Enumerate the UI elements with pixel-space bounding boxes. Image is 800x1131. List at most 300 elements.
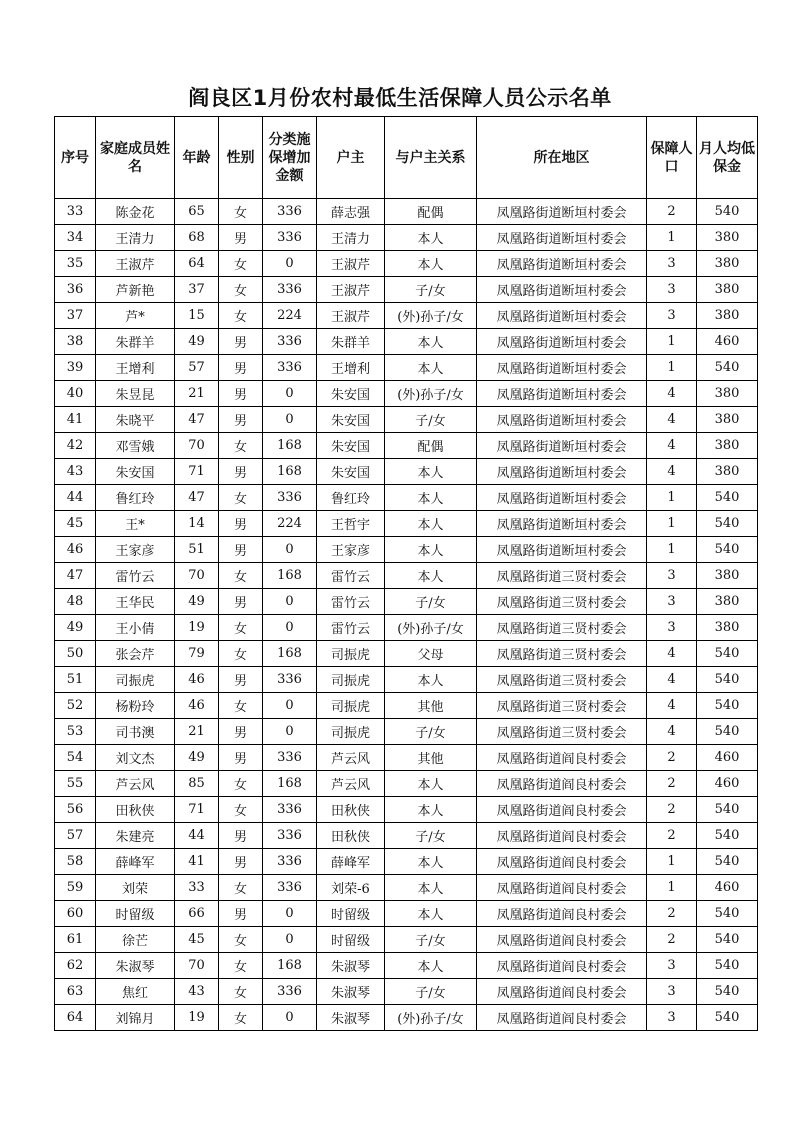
- cell-member-name: 王小倩: [96, 615, 175, 641]
- cell-gender: 男: [219, 589, 263, 615]
- cell-region: 凤凰路街道断垣村委会: [477, 277, 647, 303]
- cell-extra-amount: 0: [263, 381, 317, 407]
- cell-age: 45: [175, 927, 219, 953]
- cell-covered-persons: 1: [647, 537, 697, 563]
- header-householder: 户主: [317, 117, 385, 199]
- table-row: [55, 381, 758, 407]
- cell-gender: 女: [219, 953, 263, 979]
- cell-relation: 本人: [385, 849, 477, 875]
- cell-age: 66: [175, 901, 219, 927]
- cell-member-name: 雷竹云: [96, 563, 175, 589]
- cell-region: 凤凰路街道断垣村委会: [477, 537, 647, 563]
- cell-relation: 配偶: [385, 433, 477, 459]
- cell-gender: 男: [219, 537, 263, 563]
- cell-covered-persons: 2: [647, 771, 697, 797]
- cell-index: 50: [55, 641, 96, 667]
- cell-index: 64: [55, 1005, 96, 1031]
- cell-householder: 朱安国: [317, 459, 385, 485]
- cell-relation: 本人: [385, 485, 477, 511]
- header-monthly-allowance: 月人均低保金: [697, 117, 758, 199]
- cell-covered-persons: 2: [647, 797, 697, 823]
- cell-gender: 女: [219, 615, 263, 641]
- cell-covered-persons: 2: [647, 199, 697, 225]
- cell-index: 42: [55, 433, 96, 459]
- cell-extra-amount: 0: [263, 1005, 317, 1031]
- cell-monthly-allowance: 540: [697, 797, 758, 823]
- cell-member-name: 杨粉玲: [96, 693, 175, 719]
- cell-householder: 刘荣-6: [317, 875, 385, 901]
- cell-gender: 女: [219, 771, 263, 797]
- cell-gender: 男: [219, 511, 263, 537]
- table-row: [55, 511, 758, 537]
- cell-relation: 本人: [385, 875, 477, 901]
- cell-householder: 朱淑琴: [317, 953, 385, 979]
- cell-covered-persons: 3: [647, 589, 697, 615]
- cell-monthly-allowance: 380: [697, 277, 758, 303]
- cell-relation: 其他: [385, 693, 477, 719]
- cell-covered-persons: 4: [647, 459, 697, 485]
- cell-monthly-allowance: 380: [697, 251, 758, 277]
- cell-age: 65: [175, 199, 219, 225]
- cell-monthly-allowance: 380: [697, 589, 758, 615]
- cell-householder: 王淑芹: [317, 251, 385, 277]
- cell-member-name: 陈金花: [96, 199, 175, 225]
- cell-householder: 司振虎: [317, 693, 385, 719]
- cell-region: 凤凰路街道阎良村委会: [477, 953, 647, 979]
- cell-region: 凤凰路街道断垣村委会: [477, 329, 647, 355]
- cell-householder: 鲁红玲: [317, 485, 385, 511]
- cell-member-name: 王清力: [96, 225, 175, 251]
- cell-member-name: 邓雪娥: [96, 433, 175, 459]
- cell-covered-persons: 3: [647, 277, 697, 303]
- cell-member-name: 芦*: [96, 303, 175, 329]
- cell-member-name: 司振虎: [96, 667, 175, 693]
- cell-gender: 男: [219, 849, 263, 875]
- cell-region: 凤凰路街道阎良村委会: [477, 875, 647, 901]
- table-row: [55, 1005, 758, 1031]
- table-row: [55, 693, 758, 719]
- cell-covered-persons: 3: [647, 615, 697, 641]
- cell-extra-amount: 0: [263, 927, 317, 953]
- cell-region: 凤凰路街道断垣村委会: [477, 433, 647, 459]
- cell-gender: 男: [219, 667, 263, 693]
- cell-index: 43: [55, 459, 96, 485]
- table-row: [55, 485, 758, 511]
- cell-member-name: 司书澳: [96, 719, 175, 745]
- cell-relation: (外)孙子/女: [385, 1005, 477, 1031]
- cell-gender: 女: [219, 251, 263, 277]
- cell-region: 凤凰路街道断垣村委会: [477, 199, 647, 225]
- cell-index: 48: [55, 589, 96, 615]
- cell-member-name: 芦新艳: [96, 277, 175, 303]
- cell-extra-amount: 224: [263, 303, 317, 329]
- cell-extra-amount: 336: [263, 797, 317, 823]
- cell-region: 凤凰路街道断垣村委会: [477, 407, 647, 433]
- cell-age: 79: [175, 641, 219, 667]
- cell-covered-persons: 1: [647, 849, 697, 875]
- cell-gender: 男: [219, 719, 263, 745]
- cell-monthly-allowance: 380: [697, 381, 758, 407]
- table-row: [55, 355, 758, 381]
- cell-covered-persons: 3: [647, 979, 697, 1005]
- cell-age: 41: [175, 849, 219, 875]
- cell-monthly-allowance: 380: [697, 615, 758, 641]
- cell-age: 49: [175, 329, 219, 355]
- cell-monthly-allowance: 540: [697, 823, 758, 849]
- cell-householder: 王家彦: [317, 537, 385, 563]
- cell-covered-persons: 1: [647, 511, 697, 537]
- cell-extra-amount: 168: [263, 433, 317, 459]
- cell-age: 21: [175, 719, 219, 745]
- cell-index: 39: [55, 355, 96, 381]
- cell-covered-persons: 2: [647, 745, 697, 771]
- cell-householder: 朱安国: [317, 381, 385, 407]
- cell-monthly-allowance: 540: [697, 901, 758, 927]
- cell-relation: 其他: [385, 745, 477, 771]
- cell-covered-persons: 1: [647, 875, 697, 901]
- table-row: [55, 927, 758, 953]
- cell-region: 凤凰路街道阎良村委会: [477, 1005, 647, 1031]
- cell-relation: 本人: [385, 563, 477, 589]
- cell-covered-persons: 4: [647, 667, 697, 693]
- cell-member-name: 朱晓平: [96, 407, 175, 433]
- cell-age: 21: [175, 381, 219, 407]
- cell-monthly-allowance: 540: [697, 511, 758, 537]
- cell-extra-amount: 0: [263, 693, 317, 719]
- cell-monthly-allowance: 540: [697, 849, 758, 875]
- cell-age: 70: [175, 433, 219, 459]
- cell-region: 凤凰路街道阎良村委会: [477, 901, 647, 927]
- cell-householder: 时留级: [317, 901, 385, 927]
- cell-covered-persons: 1: [647, 485, 697, 511]
- cell-index: 37: [55, 303, 96, 329]
- cell-member-name: 时留级: [96, 901, 175, 927]
- cell-covered-persons: 3: [647, 251, 697, 277]
- cell-age: 49: [175, 589, 219, 615]
- cell-member-name: 刘锦月: [96, 1005, 175, 1031]
- cell-householder: 王淑芹: [317, 303, 385, 329]
- cell-age: 51: [175, 537, 219, 563]
- cell-householder: 雷竹云: [317, 615, 385, 641]
- table-row: [55, 199, 758, 225]
- cell-relation: 子/女: [385, 823, 477, 849]
- table-row: [55, 433, 758, 459]
- header-gender: 性别: [219, 117, 263, 199]
- table-row: [55, 719, 758, 745]
- cell-age: 71: [175, 797, 219, 823]
- cell-extra-amount: 336: [263, 277, 317, 303]
- cell-monthly-allowance: 380: [697, 303, 758, 329]
- cell-covered-persons: 2: [647, 927, 697, 953]
- cell-region: 凤凰路街道三贤村委会: [477, 589, 647, 615]
- cell-extra-amount: 336: [263, 875, 317, 901]
- cell-relation: 子/女: [385, 979, 477, 1005]
- cell-age: 49: [175, 745, 219, 771]
- cell-covered-persons: 4: [647, 407, 697, 433]
- cell-region: 凤凰路街道三贤村委会: [477, 563, 647, 589]
- cell-monthly-allowance: 540: [697, 953, 758, 979]
- header-age: 年龄: [175, 117, 219, 199]
- cell-relation: 本人: [385, 329, 477, 355]
- cell-householder: 朱淑琴: [317, 979, 385, 1005]
- table-row: [55, 563, 758, 589]
- cell-extra-amount: 168: [263, 771, 317, 797]
- table-row: [55, 589, 758, 615]
- cell-householder: 朱安国: [317, 407, 385, 433]
- cell-region: 凤凰路街道三贤村委会: [477, 719, 647, 745]
- table-body: [55, 199, 758, 1031]
- cell-member-name: 焦红: [96, 979, 175, 1005]
- cell-gender: 男: [219, 329, 263, 355]
- cell-monthly-allowance: 540: [697, 641, 758, 667]
- cell-gender: 女: [219, 979, 263, 1005]
- header-region: 所在地区: [477, 117, 647, 199]
- cell-householder: 薛峰军: [317, 849, 385, 875]
- cell-covered-persons: 4: [647, 719, 697, 745]
- cell-gender: 男: [219, 225, 263, 251]
- cell-extra-amount: 0: [263, 719, 317, 745]
- cell-member-name: 朱淑琴: [96, 953, 175, 979]
- cell-member-name: 刘荣: [96, 875, 175, 901]
- cell-extra-amount: 0: [263, 537, 317, 563]
- cell-gender: 女: [219, 303, 263, 329]
- cell-covered-persons: 3: [647, 303, 697, 329]
- cell-member-name: 王华民: [96, 589, 175, 615]
- table-row: [55, 745, 758, 771]
- cell-age: 43: [175, 979, 219, 1005]
- cell-relation: 本人: [385, 251, 477, 277]
- cell-index: 38: [55, 329, 96, 355]
- cell-relation: 本人: [385, 953, 477, 979]
- cell-gender: 女: [219, 277, 263, 303]
- cell-monthly-allowance: 540: [697, 199, 758, 225]
- cell-index: 40: [55, 381, 96, 407]
- cell-monthly-allowance: 540: [697, 1005, 758, 1031]
- cell-age: 47: [175, 485, 219, 511]
- cell-monthly-allowance: 380: [697, 433, 758, 459]
- cell-monthly-allowance: 380: [697, 407, 758, 433]
- cell-index: 33: [55, 199, 96, 225]
- cell-householder: 芦云风: [317, 771, 385, 797]
- cell-member-name: 王增利: [96, 355, 175, 381]
- cell-region: 凤凰路街道断垣村委会: [477, 225, 647, 251]
- cell-gender: 男: [219, 407, 263, 433]
- cell-region: 凤凰路街道三贤村委会: [477, 615, 647, 641]
- header-index: 序号: [55, 117, 96, 199]
- page-title: 阎良区1月份农村最低生活保障人员公示名单: [188, 86, 612, 110]
- cell-age: 15: [175, 303, 219, 329]
- cell-member-name: 田秋侠: [96, 797, 175, 823]
- cell-relation: 本人: [385, 667, 477, 693]
- table-row: [55, 771, 758, 797]
- cell-relation: 本人: [385, 797, 477, 823]
- cell-relation: 本人: [385, 225, 477, 251]
- header-extra-amount: 分类施保增加金额: [263, 117, 317, 199]
- cell-age: 33: [175, 875, 219, 901]
- cell-relation: 本人: [385, 459, 477, 485]
- cell-extra-amount: 168: [263, 459, 317, 485]
- header-relation: 与户主关系: [385, 117, 477, 199]
- cell-covered-persons: 1: [647, 329, 697, 355]
- cell-index: 63: [55, 979, 96, 1005]
- cell-gender: 女: [219, 927, 263, 953]
- cell-member-name: 张会芹: [96, 641, 175, 667]
- cell-gender: 女: [219, 563, 263, 589]
- cell-relation: (外)孙子/女: [385, 303, 477, 329]
- cell-householder: 司振虎: [317, 667, 385, 693]
- cell-member-name: 王淑芹: [96, 251, 175, 277]
- cell-region: 凤凰路街道阎良村委会: [477, 927, 647, 953]
- cell-extra-amount: 336: [263, 199, 317, 225]
- cell-region: 凤凰路街道断垣村委会: [477, 251, 647, 277]
- cell-extra-amount: 168: [263, 953, 317, 979]
- table-row: [55, 667, 758, 693]
- cell-extra-amount: 336: [263, 329, 317, 355]
- cell-gender: 女: [219, 433, 263, 459]
- table-row: [55, 979, 758, 1005]
- cell-covered-persons: 3: [647, 563, 697, 589]
- cell-index: 45: [55, 511, 96, 537]
- cell-relation: 本人: [385, 511, 477, 537]
- cell-covered-persons: 1: [647, 225, 697, 251]
- cell-monthly-allowance: 540: [697, 693, 758, 719]
- cell-monthly-allowance: 460: [697, 745, 758, 771]
- cell-age: 46: [175, 667, 219, 693]
- table-row: [55, 849, 758, 875]
- cell-member-name: 朱群羊: [96, 329, 175, 355]
- cell-gender: 女: [219, 1005, 263, 1031]
- cell-monthly-allowance: 540: [697, 979, 758, 1005]
- cell-index: 61: [55, 927, 96, 953]
- table-row: [55, 407, 758, 433]
- cell-extra-amount: 0: [263, 251, 317, 277]
- cell-relation: 本人: [385, 355, 477, 381]
- cell-relation: 父母: [385, 641, 477, 667]
- cell-covered-persons: 2: [647, 901, 697, 927]
- cell-index: 58: [55, 849, 96, 875]
- table-row: [55, 901, 758, 927]
- cell-householder: 田秋侠: [317, 823, 385, 849]
- cell-index: 34: [55, 225, 96, 251]
- cell-region: 凤凰路街道阎良村委会: [477, 797, 647, 823]
- cell-householder: 时留级: [317, 927, 385, 953]
- cell-extra-amount: 0: [263, 901, 317, 927]
- cell-extra-amount: 336: [263, 849, 317, 875]
- cell-member-name: 薛峰军: [96, 849, 175, 875]
- table-row: [55, 303, 758, 329]
- cell-covered-persons: 4: [647, 693, 697, 719]
- cell-extra-amount: 336: [263, 355, 317, 381]
- cell-member-name: 徐芒: [96, 927, 175, 953]
- cell-covered-persons: 4: [647, 641, 697, 667]
- cell-age: 68: [175, 225, 219, 251]
- table-row: [55, 251, 758, 277]
- cell-extra-amount: 336: [263, 979, 317, 1005]
- cell-member-name: 芦云风: [96, 771, 175, 797]
- cell-relation: 子/女: [385, 589, 477, 615]
- table-row: [55, 277, 758, 303]
- cell-householder: 王清力: [317, 225, 385, 251]
- cell-covered-persons: 3: [647, 1005, 697, 1031]
- cell-age: 47: [175, 407, 219, 433]
- cell-region: 凤凰路街道断垣村委会: [477, 459, 647, 485]
- table-row: [55, 615, 758, 641]
- cell-householder: 雷竹云: [317, 589, 385, 615]
- cell-monthly-allowance: 460: [697, 771, 758, 797]
- cell-index: 59: [55, 875, 96, 901]
- cell-region: 凤凰路街道三贤村委会: [477, 667, 647, 693]
- cell-age: 19: [175, 615, 219, 641]
- cell-relation: 子/女: [385, 407, 477, 433]
- cell-monthly-allowance: 540: [697, 927, 758, 953]
- cell-index: 60: [55, 901, 96, 927]
- cell-member-name: 朱建亮: [96, 823, 175, 849]
- cell-householder: 朱淑琴: [317, 1005, 385, 1031]
- cell-member-name: 朱昱昆: [96, 381, 175, 407]
- cell-relation: (外)孙子/女: [385, 615, 477, 641]
- cell-region: 凤凰路街道断垣村委会: [477, 485, 647, 511]
- cell-covered-persons: 3: [647, 953, 697, 979]
- cell-householder: 田秋侠: [317, 797, 385, 823]
- cell-age: 85: [175, 771, 219, 797]
- cell-member-name: 鲁红玲: [96, 485, 175, 511]
- cell-monthly-allowance: 540: [697, 537, 758, 563]
- cell-member-name: 刘文杰: [96, 745, 175, 771]
- header-covered-persons: 保障人口: [647, 117, 697, 199]
- cell-region: 凤凰路街道三贤村委会: [477, 693, 647, 719]
- cell-gender: 女: [219, 199, 263, 225]
- table-row: [55, 953, 758, 979]
- cell-region: 凤凰路街道断垣村委会: [477, 303, 647, 329]
- cell-householder: 芦云风: [317, 745, 385, 771]
- cell-region: 凤凰路街道阎良村委会: [477, 849, 647, 875]
- cell-member-name: 朱安国: [96, 459, 175, 485]
- cell-covered-persons: 4: [647, 433, 697, 459]
- cell-extra-amount: 336: [263, 225, 317, 251]
- cell-index: 47: [55, 563, 96, 589]
- cell-index: 41: [55, 407, 96, 433]
- table-row: [55, 823, 758, 849]
- cell-region: 凤凰路街道阎良村委会: [477, 979, 647, 1005]
- cell-monthly-allowance: 380: [697, 225, 758, 251]
- cell-householder: 薛志强: [317, 199, 385, 225]
- cell-region: 凤凰路街道阎良村委会: [477, 823, 647, 849]
- cell-relation: 子/女: [385, 719, 477, 745]
- cell-gender: 女: [219, 485, 263, 511]
- cell-relation: 本人: [385, 901, 477, 927]
- cell-householder: 司振虎: [317, 719, 385, 745]
- cell-gender: 女: [219, 797, 263, 823]
- cell-extra-amount: 168: [263, 641, 317, 667]
- cell-gender: 男: [219, 901, 263, 927]
- cell-monthly-allowance: 540: [697, 667, 758, 693]
- cell-index: 49: [55, 615, 96, 641]
- cell-age: 14: [175, 511, 219, 537]
- cell-member-name: 王*: [96, 511, 175, 537]
- beneficiary-table: [54, 116, 758, 1031]
- cell-gender: 男: [219, 823, 263, 849]
- cell-gender: 男: [219, 381, 263, 407]
- cell-index: 62: [55, 953, 96, 979]
- cell-age: 64: [175, 251, 219, 277]
- cell-monthly-allowance: 380: [697, 459, 758, 485]
- cell-relation: 本人: [385, 537, 477, 563]
- table-row: [55, 329, 758, 355]
- cell-monthly-allowance: 540: [697, 355, 758, 381]
- cell-relation: 配偶: [385, 199, 477, 225]
- cell-covered-persons: 4: [647, 381, 697, 407]
- cell-relation: (外)孙子/女: [385, 381, 477, 407]
